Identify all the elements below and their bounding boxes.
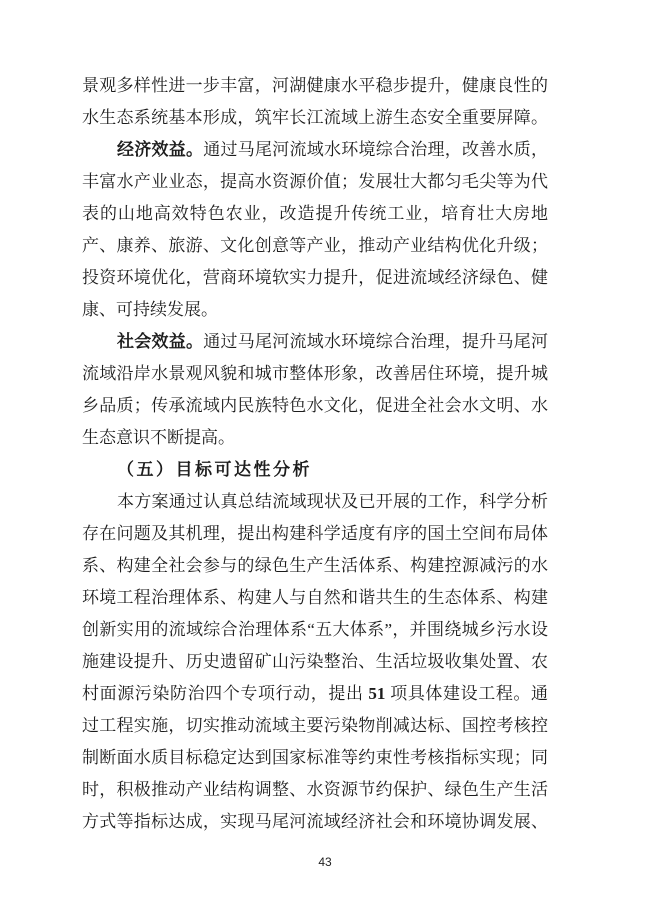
text-line: 时，积极推动产业结构调整、水资源节约保护、绿色生产生活 bbox=[82, 780, 548, 799]
text-line: 村面源污染防治四个专项行动，提出 51 项具体建设工程。通 bbox=[82, 684, 549, 703]
text-line: 康、可持续发展。 bbox=[82, 300, 218, 319]
document-body bbox=[82, 70, 548, 838]
text-line: 环境工程治理体系、构建人与自然和谐共生的生态体系、构建 bbox=[82, 588, 548, 607]
text-line: 生态意识不断提高。 bbox=[82, 428, 235, 447]
text-line: 存在问题及其机理，提出构建科学适度有序的国土空间布局体 bbox=[82, 524, 548, 543]
text-line: 创新实用的流域综合治理体系“五大体系”，并围绕城乡污水设 bbox=[82, 620, 548, 639]
text-line: 制断面水质目标稳定达到国家标准等约束性考核指标实现；同 bbox=[82, 748, 548, 767]
text-line: 景观多样性进一步丰富，河湖健康水平稳步提升，健康良性的 bbox=[82, 76, 548, 95]
page-number: 43 bbox=[318, 855, 332, 869]
text-line: 系、构建全社会参与的绿色生产生活体系、构建控源减污的水 bbox=[82, 556, 548, 575]
text-line: 方式等指标达成，实现马尾河流域经济社会和环境协调发展、 bbox=[82, 812, 548, 831]
text-line: 投资环境优化，营商环境软实力提升，促进流域经济绿色、健 bbox=[82, 268, 548, 287]
text-line: 表的山地高效特色农业，改造提升传统工业，培育壮大房地 bbox=[82, 204, 548, 223]
text-line: 经济效益。通过马尾河流域水环境综合治理，改善水质， bbox=[117, 140, 548, 159]
text-line: 过工程实施，切实推动流域主要污染物削减达标、国控考核控 bbox=[82, 716, 548, 735]
text-line: 水生态系统基本形成，筑牢长江流域上游生态安全重要屏障。 bbox=[82, 108, 548, 127]
text-line: 施建设提升、历史遗留矿山污染整治、生活垃圾收集处置、农 bbox=[82, 652, 548, 671]
text-line: 社会效益。通过马尾河流域水环境综合治理，提升马尾河 bbox=[117, 332, 548, 351]
text-line: 丰富水产业业态，提高水资源价值；发展壮大都匀毛尖等为代 bbox=[82, 172, 548, 191]
text-line: 流域沿岸水景观风貌和城市整体形象，改善居住环境，提升城 bbox=[82, 364, 548, 383]
text-line: 本方案通过认真总结流域现状及已开展的工作，科学分析 bbox=[117, 492, 548, 511]
text-line: 产、康养、旅游、文化创意等产业，推动产业结构优化升级； bbox=[82, 236, 548, 255]
text-line: 乡品质；传承流域内民族特色水文化，促进全社会水文明、水 bbox=[82, 396, 548, 415]
section-heading: （五）目标可达性分析 bbox=[117, 460, 312, 479]
